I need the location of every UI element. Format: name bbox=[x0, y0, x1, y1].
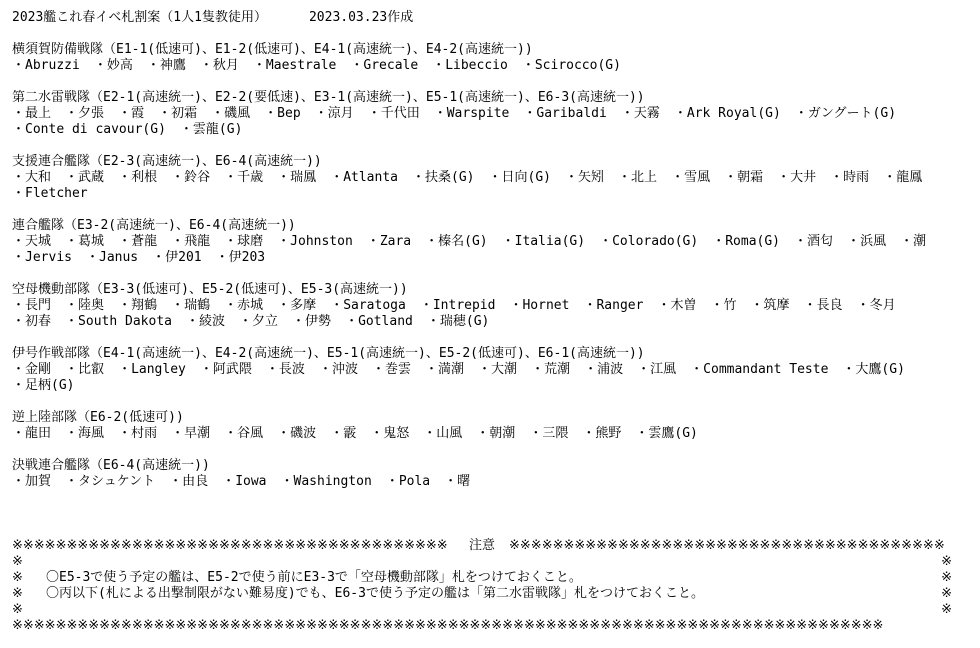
fleet-group-title: 連合艦隊（E3-2(高速統一)、E6-4(高速統一)) bbox=[12, 218, 296, 233]
notice-border-left-marks: ※※※※※※※※※※※※※※※※※※※※※※※※※※※※※※※※※※※※※※※※ bbox=[12, 538, 448, 553]
ship-name: ・ 扶桑(G) bbox=[412, 170, 475, 186]
ship-name: ・ 翔鶴 bbox=[118, 298, 157, 314]
ship-name: ・ 潮 bbox=[900, 234, 926, 250]
ship-name: ・ Abruzzi bbox=[12, 58, 80, 74]
ship-name: ・ 霰 bbox=[330, 426, 356, 442]
ship-name: ・ 瑞穂(G) bbox=[427, 314, 490, 330]
ship-name: ・ タシュケント bbox=[65, 474, 155, 490]
ship-name: ・ 龍田 bbox=[12, 426, 51, 442]
ship-name: ・ 冬月 bbox=[857, 298, 896, 314]
ship-name: ・ 筑摩 bbox=[751, 298, 790, 314]
ship-name: ・ 沖波 bbox=[319, 362, 358, 378]
fleet-group-title: 逆上陸部隊（E6-2(低速可)) bbox=[12, 410, 184, 425]
ship-name: ・ 早潮 bbox=[171, 426, 210, 442]
ship-name: ・ Grecale bbox=[350, 58, 418, 74]
notice-border-left: ※ bbox=[12, 554, 23, 569]
fleet-group-title: 第二水雷戦隊（E2-1(高速統一)、E2-2(要低速)、E3-1(高速統一)、E5-1(高速統一)、E6-3(高速統一)) bbox=[12, 90, 645, 105]
fleet-group bbox=[12, 42, 980, 74]
ship-name: ・ 北上 bbox=[618, 170, 657, 186]
ship-name: ・ 長良 bbox=[804, 298, 843, 314]
ship-name: ・ 荒潮 bbox=[531, 362, 570, 378]
ship-list bbox=[12, 298, 962, 330]
fleet-group-title: 空母機動部隊（E3-3(低速可)、E5-2(低速可)、E5-3(高速統一)) bbox=[12, 282, 408, 297]
ship-name: ・ 瑞鳳 bbox=[277, 170, 316, 186]
ship-name: ・ 伊203 bbox=[216, 250, 266, 266]
ship-name: ・ Garibaldi bbox=[523, 106, 606, 122]
ship-name: ・ 三隈 bbox=[529, 426, 568, 442]
ship-name: ・ 伊201 bbox=[152, 250, 202, 266]
ship-name: ・ 満潮 bbox=[425, 362, 464, 378]
ship-name: ・ Scirocco(G) bbox=[522, 58, 621, 74]
fleet-group bbox=[12, 410, 980, 442]
notice-line-2: 〇丙以下(札による出撃制限がない難易度)でも、E6-3で使う予定の艦は「第二水雷戦隊」札をつけておくこと。 bbox=[46, 586, 704, 601]
fleet-group-title: 横須賀防備戦隊（E1-1(低速可)、E1-2(低速可)、E4-1(高速統一)、E4-2(高速統一)) bbox=[12, 42, 533, 57]
ship-name: ・ Jervis bbox=[12, 250, 72, 266]
document-body bbox=[12, 10, 980, 490]
notice-border-right: ※ bbox=[941, 602, 952, 617]
ship-name: ・ 赤城 bbox=[224, 298, 263, 314]
ship-name: ・ 竹 bbox=[710, 298, 736, 314]
ship-name: ・ 矢矧 bbox=[565, 170, 604, 186]
ship-name: ・ ガングート(G) bbox=[795, 106, 896, 122]
ship-name: ・ 木曽 bbox=[657, 298, 696, 314]
ship-list bbox=[12, 58, 962, 74]
ship-name: ・ Bep bbox=[264, 106, 301, 122]
ship-list bbox=[12, 426, 962, 442]
notice-border-right-marks: ※※※※※※※※※※※※※※※※※※※※※※※※※※※※※※※※※※※※※※※※ bbox=[509, 538, 945, 553]
ship-name: ・ Iowa bbox=[222, 474, 266, 490]
ship-name: ・ 榛名(G) bbox=[425, 234, 488, 250]
notice-bottom-border: ※※※※※※※※※※※※※※※※※※※※※※※※※※※※※※※※※※※※※※※※※※※※※※※※※※※※※※※※※※※※※※※※※※※※※※※※※※※※※※※※ bbox=[12, 618, 884, 633]
fleet-group bbox=[12, 282, 980, 330]
notice-title: 注意 bbox=[469, 538, 496, 553]
ship-name: ・ 時雨 bbox=[830, 170, 869, 186]
notice-border-right: ※ bbox=[941, 570, 952, 585]
ship-name: ・ 千歳 bbox=[224, 170, 263, 186]
ship-name: ・ 金剛 bbox=[12, 362, 51, 378]
ship-name: ・ 秋月 bbox=[200, 58, 239, 74]
ship-name: ・ Pola bbox=[386, 474, 430, 490]
ship-name: ・ 妙高 bbox=[94, 58, 133, 74]
ship-name: ・ 最上 bbox=[12, 106, 51, 122]
ship-name: ・ Warspite bbox=[434, 106, 510, 122]
ship-name: ・ 浜風 bbox=[847, 234, 886, 250]
ship-name: ・ Italia(G) bbox=[502, 234, 585, 250]
ship-name: ・ 雲鷹(G) bbox=[635, 426, 698, 442]
document-header bbox=[12, 10, 980, 26]
ship-name: ・ 涼月 bbox=[315, 106, 354, 122]
notice-line-1: 〇E5-3で使う予定の艦は、E5-2で使う前にE3-3で「空母機動部隊」札をつけておくこと。 bbox=[46, 570, 582, 585]
ship-name: ・ Zara bbox=[367, 234, 411, 250]
ship-name: ・ Atlanta bbox=[330, 170, 398, 186]
ship-name: ・ 球磨 bbox=[224, 234, 263, 250]
notice-box bbox=[12, 538, 952, 634]
ship-name: ・ Fletcher bbox=[12, 186, 88, 202]
ship-name: ・ 加賀 bbox=[12, 474, 51, 490]
ship-name: ・ 熊野 bbox=[582, 426, 621, 442]
ship-name: ・ 神鷹 bbox=[147, 58, 186, 74]
ship-name: ・ 浦波 bbox=[584, 362, 623, 378]
ship-name: ・ 曙 bbox=[444, 474, 470, 490]
ship-name: ・ Washington bbox=[281, 474, 372, 490]
ship-name: ・ 磯波 bbox=[277, 426, 316, 442]
ship-name: ・ 朝潮 bbox=[476, 426, 515, 442]
ship-name: ・ 瑞鶴 bbox=[171, 298, 210, 314]
ship-name: ・ Conte di cavour(G) bbox=[12, 122, 166, 138]
ship-name: ・ 海風 bbox=[65, 426, 104, 442]
ship-name: ・ Libeccio bbox=[432, 58, 508, 74]
ship-name: ・ South Dakota bbox=[65, 314, 172, 330]
ship-name: ・ 鬼怒 bbox=[370, 426, 409, 442]
ship-name: ・ 由良 bbox=[169, 474, 208, 490]
ship-name: ・ 足柄(G) bbox=[12, 378, 75, 394]
ship-name: ・ 千代田 bbox=[368, 106, 420, 122]
ship-list bbox=[12, 474, 962, 490]
ship-name: ・ Ark Royal(G) bbox=[674, 106, 781, 122]
ship-name: ・ Langley bbox=[118, 362, 186, 378]
ship-name: ・ Johnston bbox=[277, 234, 353, 250]
ship-name: ・ 雪風 bbox=[671, 170, 710, 186]
notice-top-border bbox=[12, 538, 952, 554]
ship-name: ・ Colorado(G) bbox=[599, 234, 698, 250]
ship-name: ・ 伊勢 bbox=[292, 314, 331, 330]
ship-name: ・ Maestrale bbox=[253, 58, 336, 74]
fleet-groups bbox=[12, 42, 980, 490]
ship-name: ・ 比叡 bbox=[65, 362, 104, 378]
ship-name: ・ 谷風 bbox=[224, 426, 263, 442]
ship-list bbox=[12, 234, 962, 266]
ship-list bbox=[12, 362, 962, 394]
ship-name: ・ 綾波 bbox=[186, 314, 225, 330]
ship-name: ・ Ranger bbox=[583, 298, 643, 314]
ship-name: ・ 夕立 bbox=[239, 314, 278, 330]
ship-name: ・ 大和 bbox=[12, 170, 51, 186]
ship-name: ・ 龍鳳 bbox=[883, 170, 922, 186]
document-date: 2023.03.23作成 bbox=[308, 10, 414, 25]
ship-name: ・ 雲龍(G) bbox=[180, 122, 243, 138]
ship-name: ・ 大井 bbox=[777, 170, 816, 186]
ship-name: ・ 利根 bbox=[118, 170, 157, 186]
ship-name: ・ 初霜 bbox=[158, 106, 197, 122]
ship-name: ・ 阿武隈 bbox=[200, 362, 252, 378]
ship-name: ・ 磯風 bbox=[211, 106, 250, 122]
ship-name: ・ 朝霜 bbox=[724, 170, 763, 186]
ship-name: ・ 霞 bbox=[118, 106, 144, 122]
ship-name: ・ 夕張 bbox=[65, 106, 104, 122]
ship-name: ・ 巻雲 bbox=[372, 362, 411, 378]
ship-name: ・ 武蔵 bbox=[65, 170, 104, 186]
notice-line-row bbox=[12, 570, 952, 586]
ship-name: ・ 飛龍 bbox=[171, 234, 210, 250]
fleet-group bbox=[12, 218, 980, 266]
fleet-group-title: 伊号作戦部隊（E4-1(高速統一)、E4-2(高速統一)、E5-1(高速統一)、E5-2(低速可)、E6-1(高速統一)) bbox=[12, 346, 645, 361]
ship-name: ・ 村雨 bbox=[118, 426, 157, 442]
ship-name: ・ 長波 bbox=[266, 362, 305, 378]
notice-border-right: ※ bbox=[941, 586, 952, 601]
ship-name: ・ 鈴谷 bbox=[171, 170, 210, 186]
ship-name: ・ 江風 bbox=[637, 362, 676, 378]
ship-name: ・ 蒼龍 bbox=[118, 234, 157, 250]
document-title: 2023艦これ春イベ札割案（1人1隻教徒用） bbox=[12, 10, 267, 25]
ship-name: ・ 天城 bbox=[12, 234, 51, 250]
ship-name: ・ 大鷹(G) bbox=[842, 362, 905, 378]
ship-name: ・ 天霧 bbox=[621, 106, 660, 122]
fleet-group bbox=[12, 154, 980, 202]
ship-name: ・ 酒匂 bbox=[794, 234, 833, 250]
notice-blank-row bbox=[12, 602, 952, 618]
fleet-group bbox=[12, 90, 980, 138]
ship-name: ・ 長門 bbox=[12, 298, 51, 314]
ship-name: ・ Janus bbox=[86, 250, 138, 266]
fleet-group bbox=[12, 346, 980, 394]
notice-border-left: ※ bbox=[12, 586, 23, 601]
ship-name: ・ Roma(G) bbox=[712, 234, 780, 250]
notice-border-left: ※ bbox=[12, 570, 23, 585]
ship-name: ・ 葛城 bbox=[65, 234, 104, 250]
notice-border-left: ※ bbox=[12, 602, 23, 617]
notice-line-row bbox=[12, 586, 952, 602]
ship-name: ・ 大潮 bbox=[478, 362, 517, 378]
ship-name: ・ 多摩 bbox=[277, 298, 316, 314]
ship-name: ・ Hornet bbox=[509, 298, 569, 314]
fleet-group-title: 支援連合艦隊（E2-3(高速統一)、E6-4(高速統一)) bbox=[12, 154, 322, 169]
ship-name: ・ 日向(G) bbox=[489, 170, 552, 186]
ship-list bbox=[12, 170, 962, 202]
ship-name: ・ 陸奥 bbox=[65, 298, 104, 314]
ship-name: ・ Commandant Teste bbox=[690, 362, 828, 378]
ship-name: ・ 山風 bbox=[423, 426, 462, 442]
fleet-group bbox=[12, 458, 980, 490]
ship-list bbox=[12, 106, 962, 138]
notice-border-right: ※ bbox=[941, 554, 952, 569]
ship-name: ・ 初春 bbox=[12, 314, 51, 330]
fleet-group-title: 決戦連合艦隊（E6-4(高速統一)) bbox=[12, 458, 210, 473]
notice-blank-row bbox=[12, 554, 952, 570]
ship-name: ・ Gotland bbox=[345, 314, 413, 330]
ship-name: ・ Intrepid bbox=[420, 298, 496, 314]
ship-name: ・ Saratoga bbox=[330, 298, 406, 314]
